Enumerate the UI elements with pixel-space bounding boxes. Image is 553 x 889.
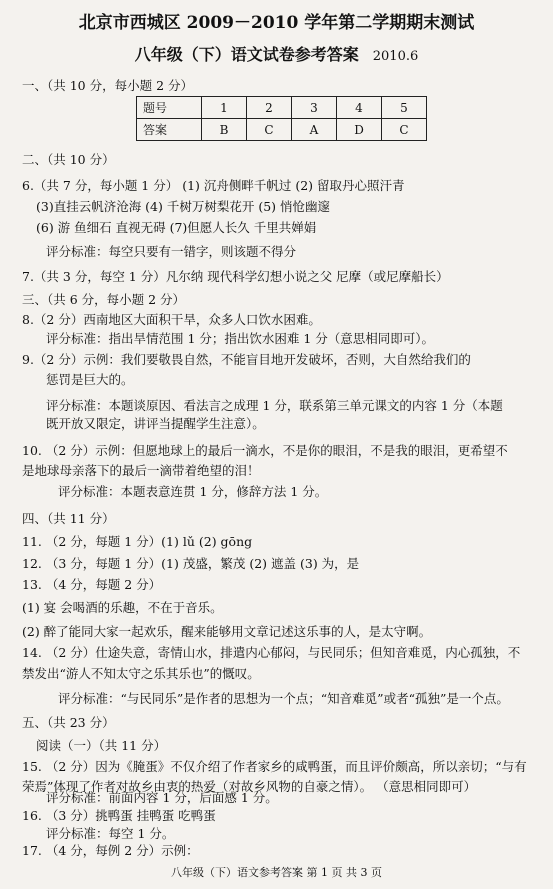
answer-line: 15. （2 分）因为《腌蛋》不仅介绍了作者家乡的咸鸭蛋，而且评价颇高，所以亲切；“与有 [22,759,527,774]
scoring-criteria: 既开放又限定，讲评当提醒学生注意）。 [46,416,265,431]
answer-line: (3)直挂云帆济沧海 (4) 千树万树梨花开 (5) 悄怆幽邃 [36,199,331,214]
table-cell: 1 [202,97,247,119]
page-footer: 八年级（下）语文参考答案 第 1 页 共 3 页 [171,866,382,879]
table-cell: 3 [292,97,337,119]
table-cell: 答案 [137,119,202,141]
table-cell: C [247,119,292,141]
scoring-criteria: 评分标准：本题表意连贯 1 分，修辞方法 1 分。 [58,484,328,499]
table-cell: 5 [382,97,427,119]
answer-line: 14. （2 分）仕途失意，寄情山水，排遣内心郁闷，与民同乐；但知音难觅，内心孤独，不 [22,645,521,660]
scoring-criteria: 评分标准：“与民同乐”是作者的思想为一个点；“知音难觅”或者“孤独”是一个点。 [58,691,509,706]
answer-line: 10. （2 分）示例：但愿地球上的最后一滴水，不是你的眼泪，不是我的眼泪，更希望不 [22,443,508,458]
answer-line: 6.（共 7 分，每小题 1 分） (1) 沉舟侧畔千帆过 (2) 留取丹心照汗青 [22,178,405,193]
section-2-heading: 二、（共 10 分） [22,152,115,167]
answer-line: 是地球母亲落下的最后一滴带着绝望的泪！ [22,463,260,478]
answer-line: (1) 宴 会喝酒的乐趣，不在于音乐。 [22,600,223,615]
scoring-criteria: 评分标准：本题谈原因、看法言之成理 1 分，联系第三单元课文的内容 1 分（本题 [46,398,503,413]
document-title: 北京市西城区 2009－2010 学年第二学期期末测试 [78,13,475,33]
section-1-heading: 一、（共 10 分，每小题 2 分） [22,78,194,93]
answer-line: (6) 游 鱼细石 直视无碍 (7)但愿人长久 千里共婵娟 [36,220,317,235]
scoring-criteria: 评分标准：每空只要有一错字，则该题不得分 [46,244,297,259]
answer-line: 8.（2 分）西南地区大面积干旱，众多人口饮水困难。 [22,312,321,327]
table-cell: D [337,119,382,141]
table-row [137,119,427,141]
answer-line: 荣焉”体现了作者对故乡由衷的热爱（对故乡风物的自豪之情）。 （意思相同即可） [22,779,477,794]
answer-line: 16. （3 分）挑鸭蛋 挂鸭蛋 吃鸭蛋 [22,808,216,823]
table-cell: 2 [247,97,292,119]
section-4-heading: 四、（共 11 分） [22,511,115,526]
document-subtitle [0,42,553,65]
answer-line: 9.（2 分）示例：我们要敬畏自然，不能盲目地开发破坏，否则，大自然给我们的 [22,352,471,367]
reading-section-heading: 阅读（一）（共 11 分） [36,738,167,753]
answer-table [136,96,427,141]
answer-line: 7.（共 3 分，每空 1 分）凡尔纳 现代科学幻想小说之父 尼摩（或尼摩船长） [22,269,449,284]
scoring-criteria: 评分标准：每空 1 分。 [46,826,175,841]
answer-line: 禁发出“游人不知太守之乐其乐也”的慨叹。 [22,666,260,681]
answer-line: 11. （2 分，每题 1 分）(1) lǔ (2) gōng [22,534,253,549]
answer-line: 惩罚是巨大的。 [46,372,134,387]
section-3-heading: 三、（共 6 分，每小题 2 分） [22,292,186,307]
scoring-criteria: 评分标准：指出旱情范围 1 分；指出饮水困难 1 分（意思相同即可）。 [46,331,435,346]
table-cell: B [202,119,247,141]
subtitle-text: 八年级（下）语文试卷参考答案 [134,45,359,64]
exam-date: 2010.6 [372,49,419,64]
answer-line: 12. （3 分，每题 1 分）(1) 茂盛，繁茂 (2) 遮盖 (3) 为，是 [22,556,360,571]
table-row [137,97,427,119]
table-cell: C [382,119,427,141]
table-cell: 4 [337,97,382,119]
table-cell: A [292,119,337,141]
answer-line: (2) 醉了能同大家一起欢乐，醒来能够用文章记述这乐事的人，是太守啊。 [22,624,432,639]
table-cell: 题号 [137,97,202,119]
section-5-heading: 五、（共 23 分） [22,715,115,730]
scoring-criteria: 评分标准：前面内容 1 分，后面感 1 分。 [46,790,278,805]
answer-line: 13. （4 分，每题 2 分） [22,577,162,592]
answer-line: 17. （4 分，每例 2 分）示例： [22,843,199,858]
